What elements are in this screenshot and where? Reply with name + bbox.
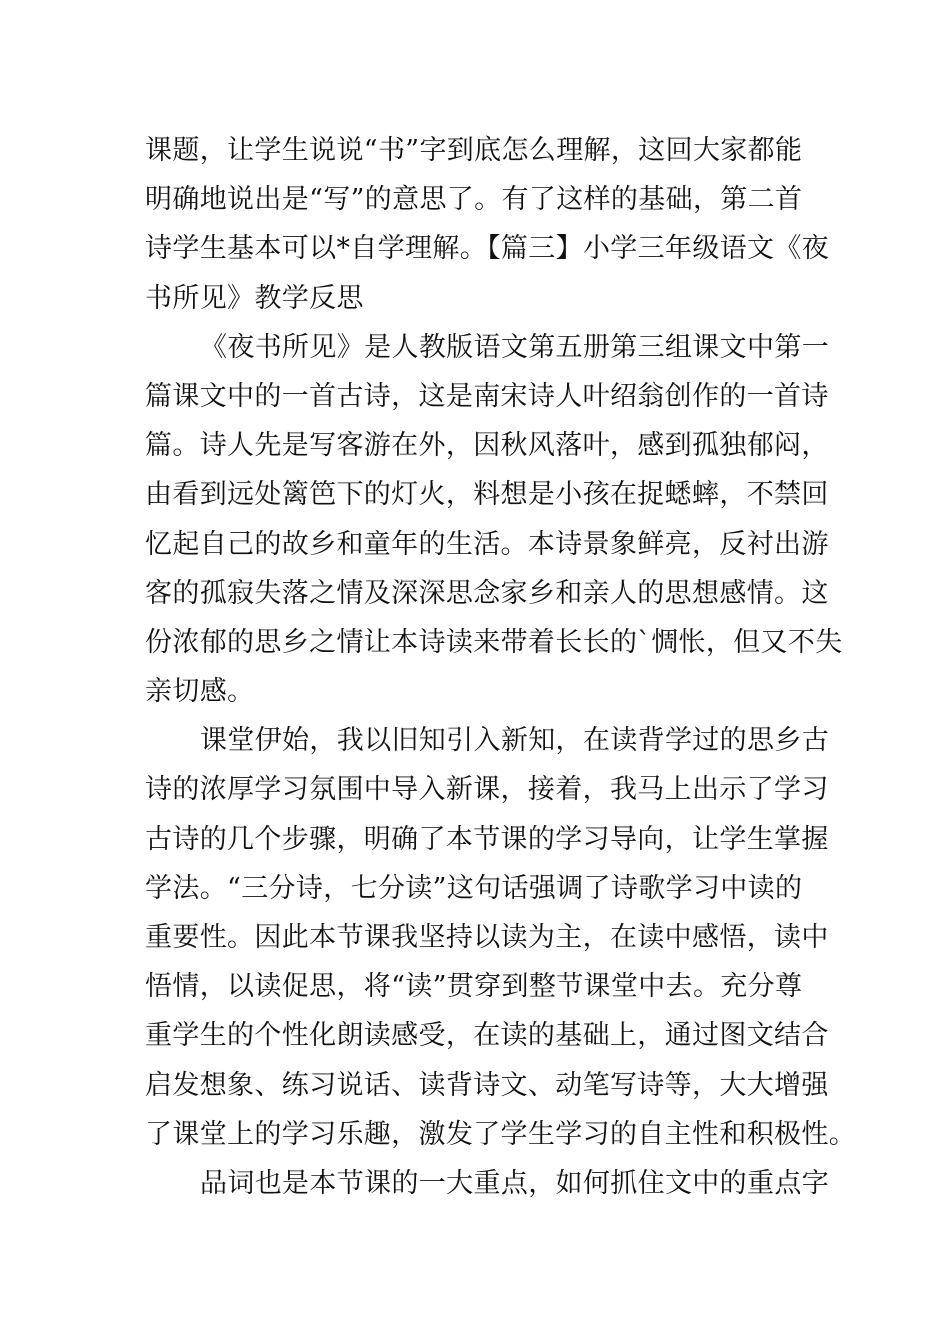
text-line: 重要性。因此本节课我坚持以读为主，在读中感悟，读中 xyxy=(145,922,829,953)
text-line: 明确地说出是“写”的意思了。有了这样的基础，第二首 xyxy=(145,184,803,216)
text-line: 诗学生基本可以*自学理解。【篇三】小学三年级语文《夜 xyxy=(145,233,830,265)
text-line: 悟情，以读促思，将“读”贯穿到整节课堂中去。充分尊 xyxy=(145,971,803,1003)
text-line: 诗的浓厚学习氛围中导入新课，接着，我马上出示了学习 xyxy=(145,774,829,806)
text-line: 课堂伊始，我以旧知引入新知，在读背学过的思乡古 xyxy=(200,725,830,757)
paragraph xyxy=(145,1159,830,1208)
paragraph xyxy=(145,126,830,323)
text-line: 篇。诗人先是写客游在外，因秋风落叶，感到孤独郁闷， xyxy=(145,430,829,462)
text-line: 书所见》教学反思 xyxy=(145,282,364,314)
text-line: 份浓郁的思乡之情让本诗读来带着长长的`惆怅，但又不失 xyxy=(145,626,843,658)
text-line: 忆起自己的故乡和童年的生活。本诗景象鲜亮，反衬出游 xyxy=(145,528,829,560)
text-line: 品词也是本节课的一大重点，如何抓住文中的重点字 xyxy=(200,1167,830,1199)
text-line: 篇课文中的一首古诗，这是南宋诗人叶绍翁创作的一首诗 xyxy=(145,380,829,412)
text-line: 课题，让学生说说“书”字到底怎么理解，这回大家都能 xyxy=(145,135,803,166)
text-line: 学法。“三分诗，七分读”这句话强调了诗歌学习中读的 xyxy=(145,872,803,904)
text-line: 重学生的个性化朗读感受，在读的基础上，通过图文结合 xyxy=(145,1020,829,1052)
document-body xyxy=(145,126,857,1208)
text-line: 由看到远处篱笆下的灯火，料想是小孩在捉蟋蟀，不禁回 xyxy=(145,479,829,511)
text-line: 《夜书所见》是人教版语文第五册第三组课文中第一 xyxy=(200,331,830,363)
text-line: 亲切感。 xyxy=(145,676,255,708)
text-line: 客的孤寂失落之情及深深思念家乡和亲人的思想感情。这 xyxy=(145,577,829,609)
text-line: 了课堂上的学习乐趣，激发了学生学习的自主性和积极性。 xyxy=(145,1118,857,1150)
text-line: 启发想象、练习说话、读背诗文、动笔写诗等，大大增强 xyxy=(145,1069,829,1101)
paragraph xyxy=(145,716,857,1159)
paragraph xyxy=(145,323,843,717)
text-line: 古诗的几个步骤，明确了本节课的学习导向，让学生掌握 xyxy=(145,823,829,855)
